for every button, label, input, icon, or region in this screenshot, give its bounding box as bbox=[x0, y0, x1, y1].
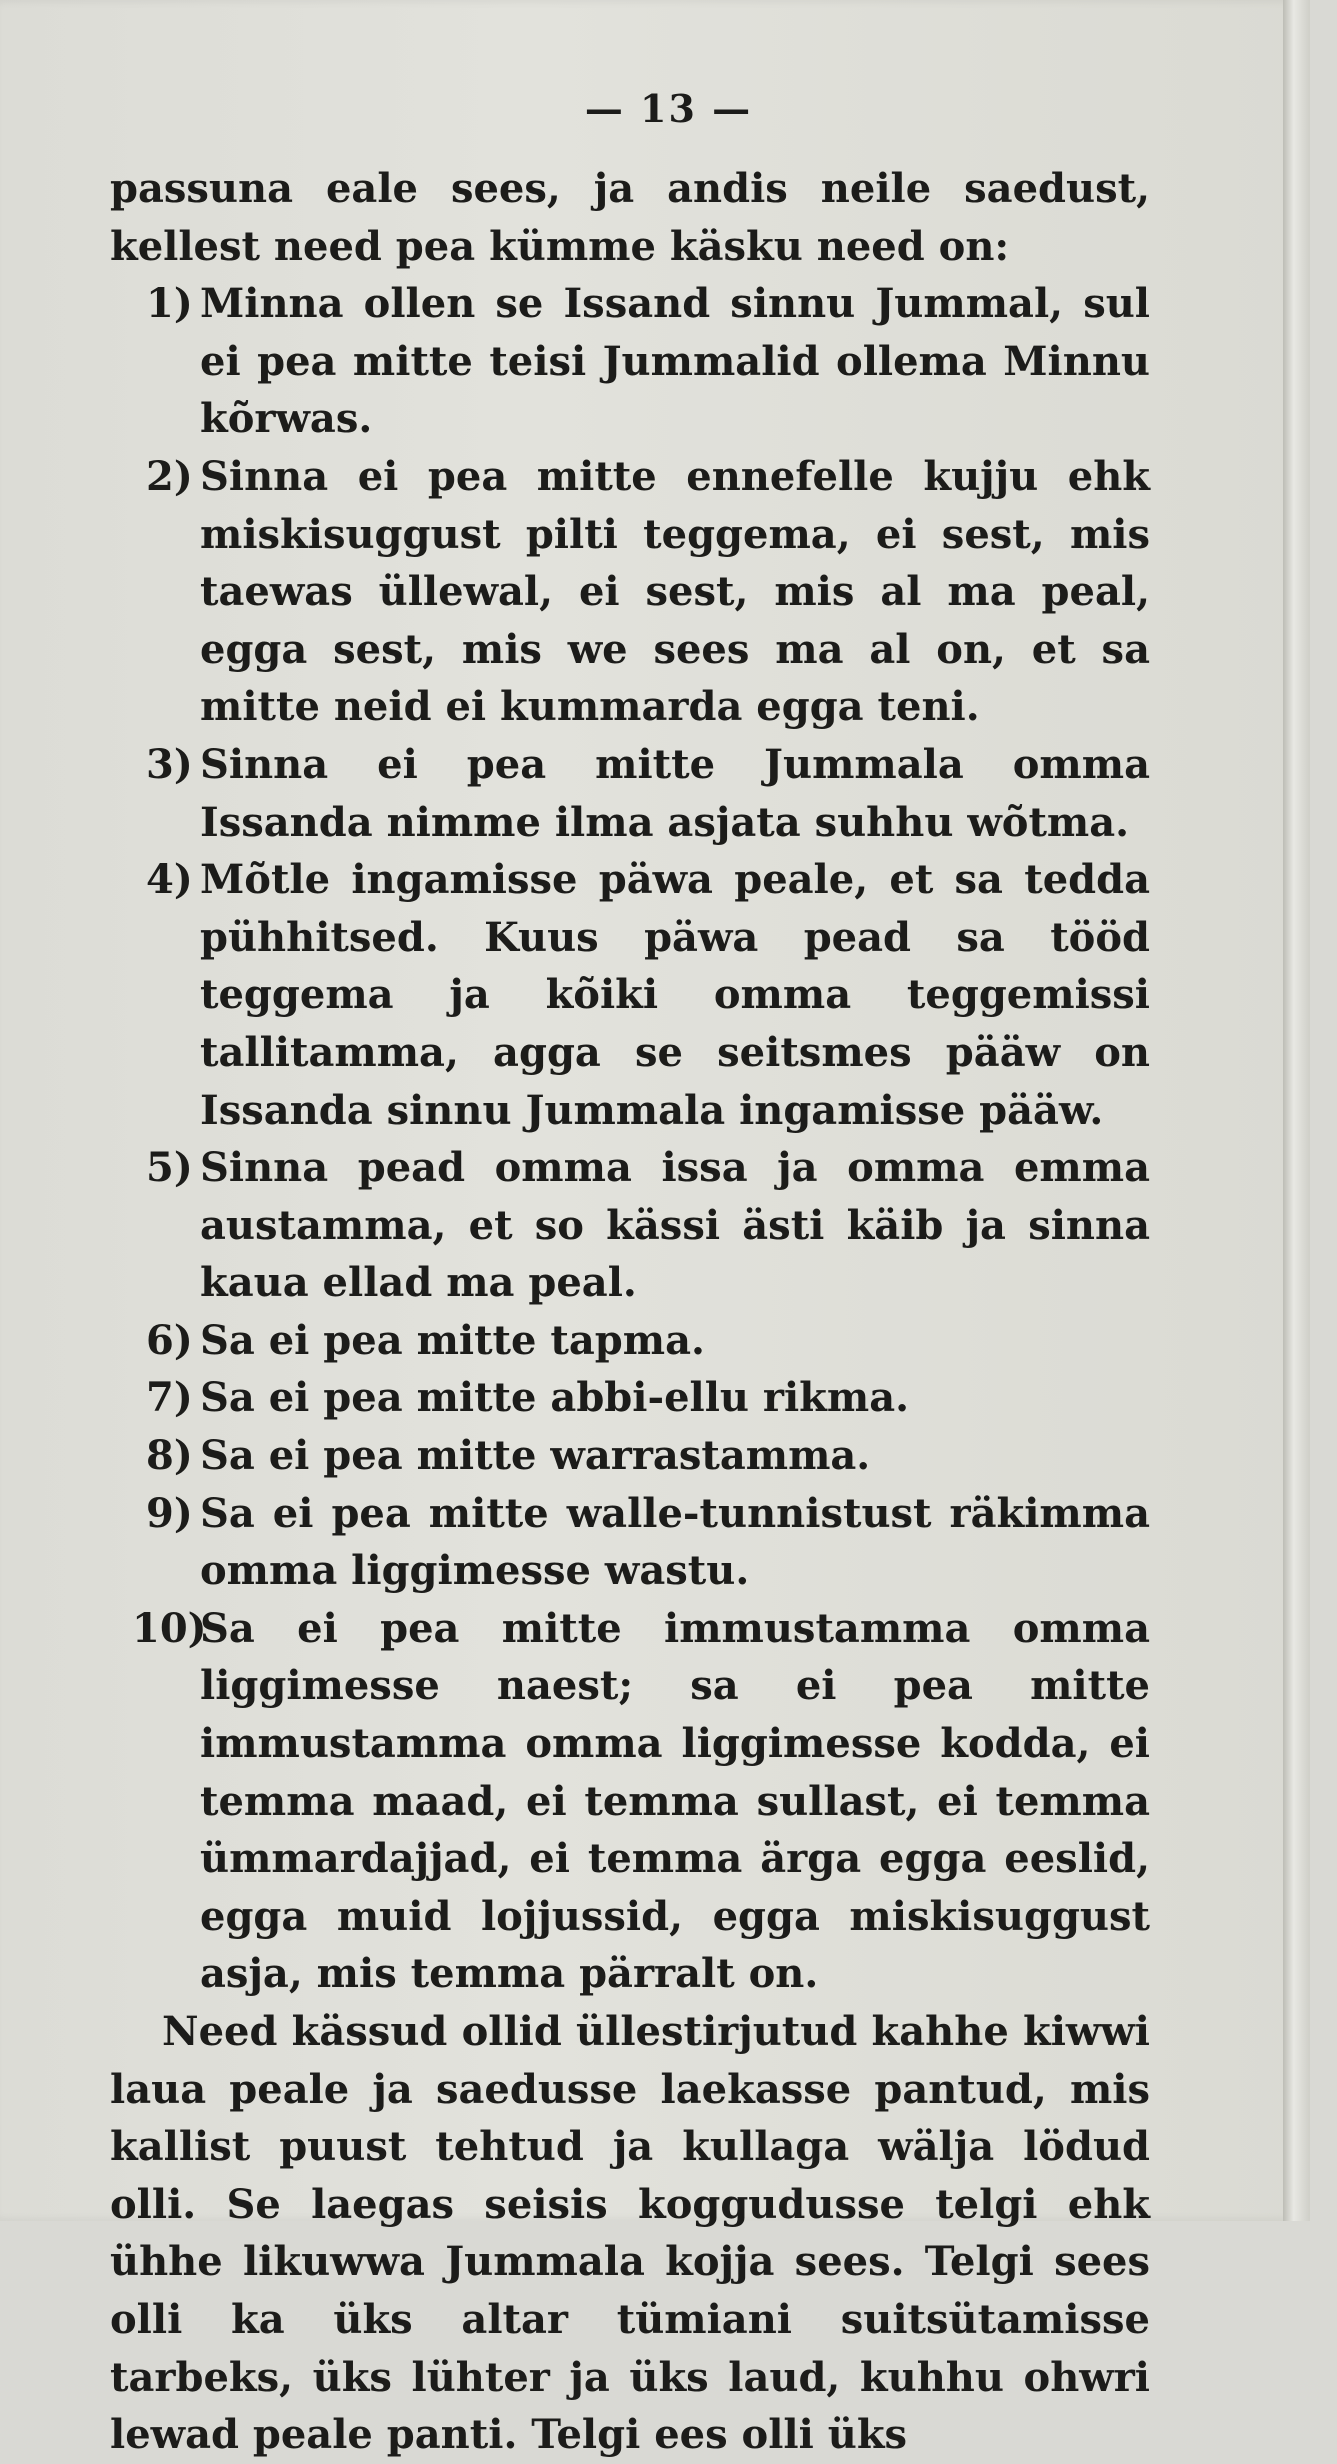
commandment-text: Sinna pead omma issa ja omma emma austamma, et so kässi ästi käib ja sinna kaua ellad ma peal. bbox=[200, 1144, 1150, 1307]
commandment-text: Sinna ei pea mitte ennefelle kujju ehk miskisuggust pilti teggema, ei sest, mis taewas üllewal, ei sest, mis al ma peal, egga sest, mis we sees ma al on, et sa mitte neid ei kummarda egga teni. bbox=[200, 452, 1150, 731]
commandment-number: 2) bbox=[146, 452, 193, 500]
commandment-number: 1) bbox=[146, 280, 193, 328]
commandment-text: Sa ei pea mitte tapma. bbox=[200, 1316, 705, 1364]
commandment-3 bbox=[110, 736, 1150, 851]
commandment-number: 7) bbox=[146, 1374, 193, 1422]
commandment-2 bbox=[110, 448, 1150, 736]
commandment-number: 6) bbox=[146, 1316, 193, 1364]
commandment-8 bbox=[110, 1427, 1150, 1485]
closing-paragraph: Need kässud ollid üllestirjutud kahhe kiwwi laua peale ja saedusse laekasse pantud, mis kallist puust tehtud ja kullaga wälja lödud olli. Se laegas seisis koggudusse telgi ehk ühhe likuwwa Jummala kojja sees. Telgi sees olli ka üks altar tümiani suitsütamisse tarbeks, üks lühter ja üks laud, kuhhu ohwri lewad peale panti. Telgi ees olli üks bbox=[110, 2008, 1150, 2459]
commandment-text: Sa ei pea mitte warrastamma. bbox=[200, 1432, 871, 1480]
intro-paragraph: passuna eale sees, ja andis neile saedust, kellest need pea kümme käsku need on: bbox=[110, 165, 1150, 270]
commandment-6 bbox=[110, 1312, 1150, 1370]
commandment-number: 8) bbox=[146, 1432, 193, 1480]
commandment-10 bbox=[110, 1600, 1150, 2003]
page-body bbox=[110, 160, 1150, 2464]
commandment-text: Mõtle ingamisse päwa peale, et sa tedda pühhitsed. Kuus päwa pead sa tööd teggema ja kõiki omma teggemissi tallitamma, agga se seitsmes pääw on Issanda sinnu Jummala ingamisse pääw. bbox=[200, 856, 1150, 1134]
commandment-number: 5) bbox=[146, 1144, 193, 1192]
commandment-number: 4) bbox=[146, 856, 193, 904]
commandment-text: Sinna ei pea mitte Jummala omma Issanda nimme ilma asjata suhhu wõtma. bbox=[200, 740, 1150, 846]
commandment-number: 3) bbox=[146, 740, 193, 788]
commandment-number: 9) bbox=[146, 1489, 193, 1537]
commandment-text: Sa ei pea mitte walle-tunnistust räkimma omma liggimesse wastu. bbox=[200, 1489, 1150, 1595]
page-number: — 13 — bbox=[584, 86, 753, 131]
commandment-text: Minna ollen se Issand sinnu Jummal, sul ei pea mitte teisi Jummalid ollema Minnu kõrwas. bbox=[200, 280, 1150, 443]
commandment-text: Sa ei pea mitte immustamma omma liggimesse naest; sa ei pea mitte immustamma omma liggimesse kodda, ei temma maad, ei temma sullast, ei temma ümmardajjad, ei temma ärga egga eeslid, egga muid lojjussid, egga miskisuggust asja, mis temma pärralt on. bbox=[200, 1604, 1150, 1998]
commandment-4 bbox=[110, 851, 1150, 1139]
page-edge bbox=[1283, 0, 1310, 2221]
commandment-7 bbox=[110, 1369, 1150, 1427]
commandment-5 bbox=[110, 1139, 1150, 1312]
commandment-text: Sa ei pea mitte abbi-ellu rikma. bbox=[200, 1374, 910, 1422]
commandment-number: 10) bbox=[132, 1604, 207, 1652]
commandment-1 bbox=[110, 275, 1150, 448]
commandment-9 bbox=[110, 1485, 1150, 1600]
